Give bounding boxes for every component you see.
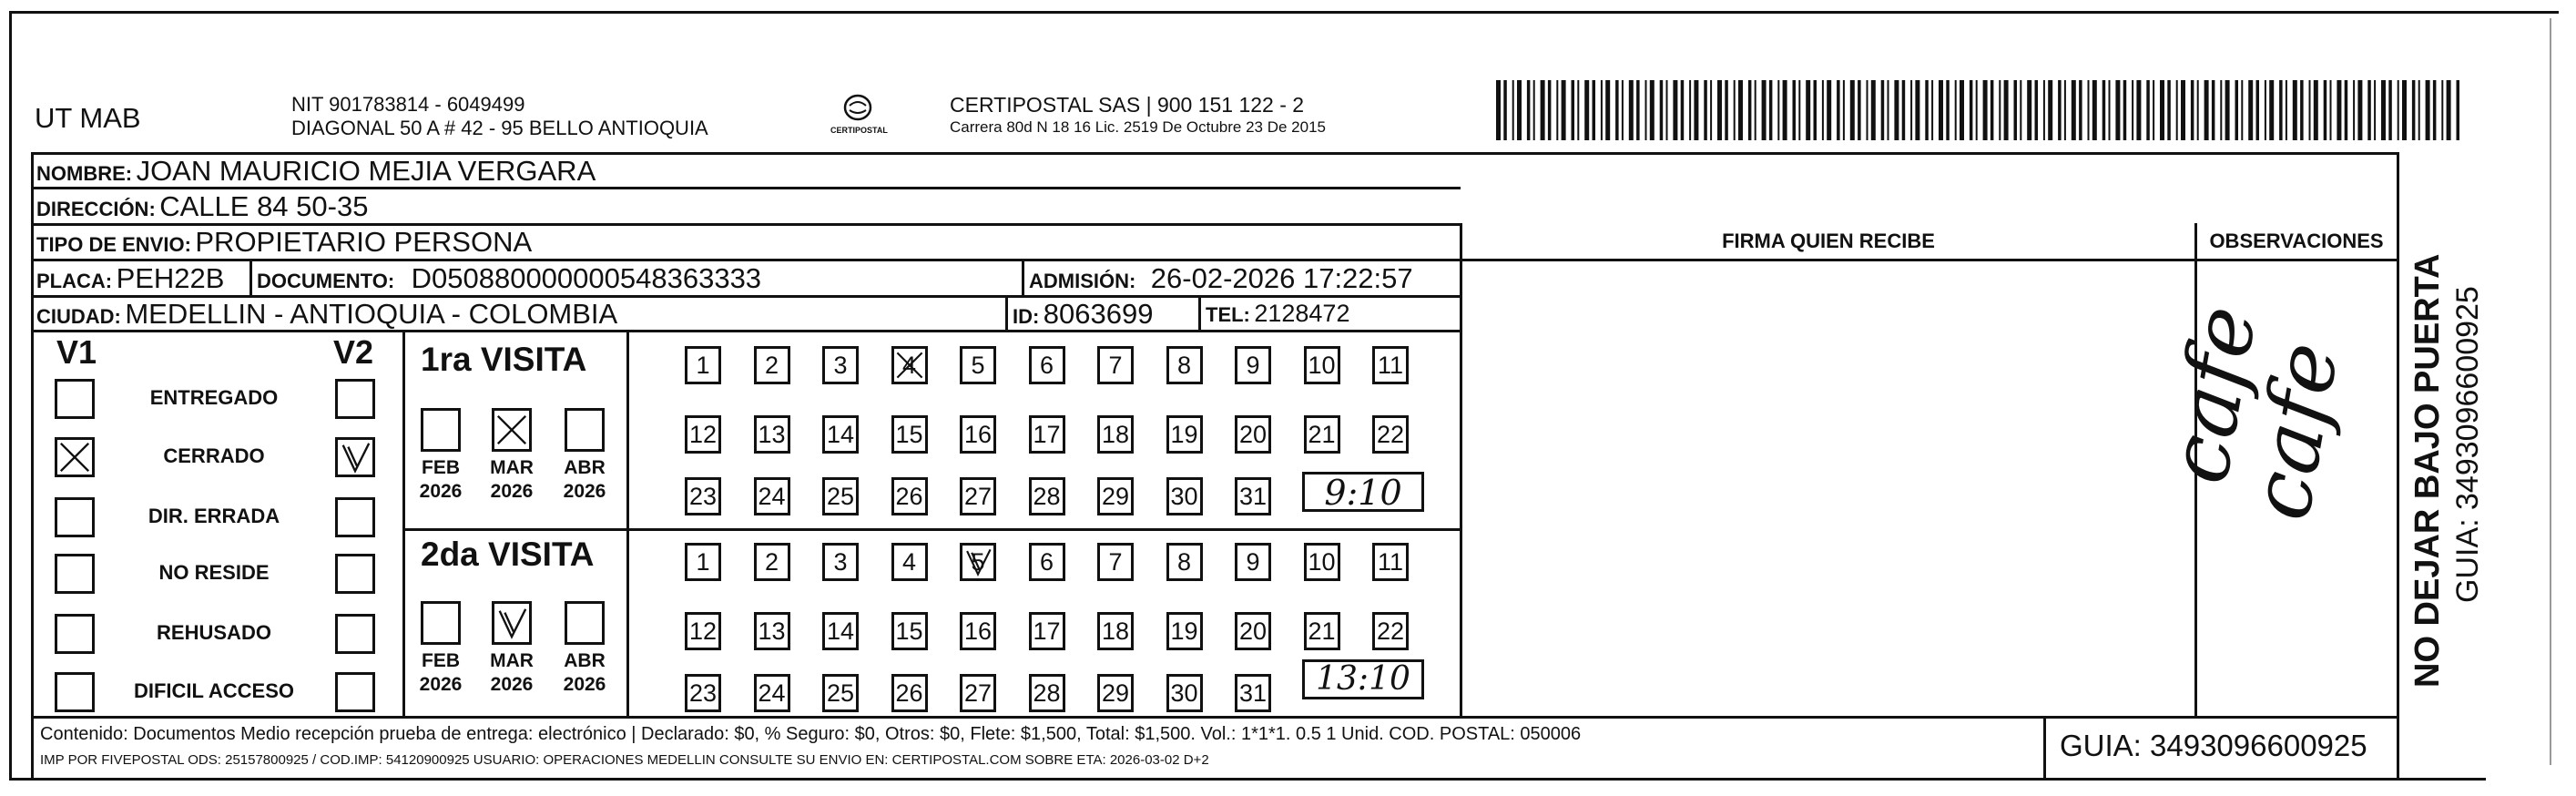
day-box[interactable]: [1235, 543, 1271, 581]
month-label: FEB: [422, 650, 460, 671]
v2-checkbox[interactable]: [335, 437, 375, 477]
admision-value: 26-02-2026 17:22:57: [1150, 262, 1413, 294]
day-number: 19: [1170, 617, 1198, 645]
day-number: 23: [688, 679, 718, 707]
month-year: 2026: [490, 674, 534, 695]
day-number: 24: [758, 679, 786, 707]
day-number: 10: [1308, 351, 1336, 379]
day-number: 20: [1238, 617, 1268, 645]
v1-checkbox[interactable]: [55, 437, 95, 477]
side-guia: GUIA: 3493096600925: [2450, 286, 2485, 603]
day-number: 18: [1101, 420, 1130, 448]
month-label: ABR: [564, 650, 606, 671]
month-year: 2026: [419, 481, 463, 502]
day-box[interactable]: [1304, 543, 1340, 581]
day-box[interactable]: [1029, 612, 1065, 650]
day-number: 3: [833, 351, 848, 379]
placa-value: PEH22B: [116, 262, 225, 294]
side-warning: NO DEJAR BAJO PUERTA: [2408, 253, 2447, 688]
day-number: 13: [758, 617, 786, 645]
day-box[interactable]: [1304, 612, 1340, 650]
v2-checkbox[interactable]: [335, 379, 375, 419]
day-box[interactable]: [1166, 415, 1203, 454]
day-box[interactable]: [685, 477, 721, 515]
day-number: 1: [696, 547, 710, 576]
day-box[interactable]: [960, 477, 996, 515]
day-number: 6: [1039, 547, 1054, 576]
visit2-title: 2da VISITA: [421, 536, 595, 573]
day-box[interactable]: [1097, 415, 1134, 454]
footer-guia: GUIA: 3493096600925: [2060, 729, 2367, 762]
day-number: 28: [1033, 679, 1061, 707]
carrier-name: CERTIPOSTAL SAS | 900 151 122 - 2: [950, 93, 1305, 117]
nombre-value: JOAN MAURICIO MEJIA VERGARA: [136, 155, 596, 187]
day-number: 1: [696, 351, 710, 379]
day-box[interactable]: [1097, 543, 1134, 581]
day-box[interactable]: [685, 543, 721, 581]
day-number: 9: [1246, 351, 1260, 379]
day-number: 8: [1176, 351, 1192, 379]
day-box[interactable]: [1097, 346, 1134, 384]
tel-value: 2128472: [1254, 300, 1350, 327]
day-box[interactable]: [960, 415, 996, 454]
day-number: 25: [826, 482, 855, 510]
v1-checkbox[interactable]: [55, 497, 95, 537]
day-box[interactable]: [822, 477, 859, 515]
day-number: 29: [1101, 679, 1130, 707]
day-box[interactable]: [1372, 612, 1409, 650]
direccion-value: CALLE 84 50-35: [159, 190, 369, 222]
v2-checkbox[interactable]: [335, 672, 375, 712]
visit2-time-box: [1302, 659, 1424, 699]
day-number: 20: [1238, 420, 1268, 448]
month-checkbox[interactable]: [421, 408, 461, 452]
ciudad-value: MEDELLIN - ANTIOQUIA - COLOMBIA: [125, 298, 618, 330]
day-number: 16: [963, 420, 993, 448]
visit1-title: 1ra VISITA: [421, 341, 587, 378]
admision-field: [1029, 262, 1413, 295]
month-year: 2026: [563, 674, 606, 695]
day-number: 2: [764, 547, 779, 576]
tel-label: TEL:: [1206, 303, 1250, 326]
day-box[interactable]: [822, 346, 859, 384]
day-number: 11: [1377, 547, 1404, 576]
documento-field: [257, 262, 761, 295]
v2-checkbox[interactable]: [335, 554, 375, 594]
certipostal-logo: [830, 91, 888, 142]
day-number: 10: [1308, 547, 1336, 576]
header: [0, 0, 1502, 155]
day-box[interactable]: [1166, 612, 1203, 650]
day-box[interactable]: [1166, 674, 1203, 712]
visit2-time: 13:10: [1316, 660, 1410, 698]
day-box[interactable]: [891, 415, 928, 454]
admision-label: ADMISIÓN:: [1029, 270, 1136, 292]
day-number: 13: [758, 420, 786, 448]
v1-checkbox[interactable]: [55, 554, 95, 594]
day-box[interactable]: [1304, 415, 1340, 454]
direccion-row: [36, 190, 368, 223]
day-number: 23: [688, 482, 718, 510]
barcode: [1496, 80, 2470, 140]
day-number: 16: [963, 617, 993, 645]
day-box[interactable]: [685, 415, 721, 454]
logo-text: CERTIPOSTAL: [830, 126, 888, 135]
day-box[interactable]: [1372, 415, 1409, 454]
id-value: 8063699: [1043, 298, 1154, 330]
ciudad-field: [36, 298, 617, 331]
day-box[interactable]: [754, 346, 790, 384]
day-box[interactable]: [1372, 346, 1409, 384]
status-label: DIFICIL ACCESO: [133, 679, 294, 702]
day-number: 11: [1377, 351, 1404, 379]
firma-header: FIRMA QUIEN RECIBE: [1722, 230, 1935, 252]
ciudad-label: CIUDAD:: [36, 305, 121, 328]
v2-checkbox[interactable]: [335, 497, 375, 537]
id-label: ID:: [1013, 305, 1040, 328]
month-year: 2026: [490, 481, 534, 502]
status-label: NO RESIDE: [158, 561, 270, 584]
day-number: 31: [1238, 482, 1268, 510]
day-number: 15: [895, 617, 923, 645]
day-number: 12: [688, 420, 718, 448]
day-number: 30: [1170, 482, 1198, 510]
day-box[interactable]: [1235, 612, 1271, 650]
tel-field: [1206, 300, 1349, 328]
day-number: 7: [1108, 547, 1123, 576]
day-box[interactable]: [960, 612, 996, 650]
day-box[interactable]: [754, 477, 790, 515]
day-number: 25: [826, 679, 855, 707]
day-box[interactable]: [822, 415, 859, 454]
day-box[interactable]: [754, 674, 790, 712]
day-number: 14: [826, 420, 855, 448]
day-number: 22: [1376, 420, 1405, 448]
day-number: 17: [1033, 420, 1061, 448]
day-box[interactable]: [1304, 346, 1340, 384]
day-box[interactable]: [891, 543, 928, 581]
month-year: 2026: [563, 481, 606, 502]
observation-2: cafe: [2231, 335, 2358, 527]
nombre-label: NOMBRE:: [36, 162, 133, 185]
day-number: 15: [895, 420, 923, 448]
visit1-time-box: [1302, 472, 1424, 512]
day-box[interactable]: [1166, 477, 1203, 515]
day-box[interactable]: [685, 674, 721, 712]
day-number: 29: [1101, 482, 1130, 510]
documento-value: D050880000000548363333: [411, 262, 762, 294]
v1-checkbox[interactable]: [55, 379, 95, 419]
right-edge-mark: [2550, 18, 2551, 765]
day-box[interactable]: [1029, 477, 1065, 515]
month-checkbox[interactable]: [565, 601, 605, 645]
day-number: 18: [1101, 617, 1130, 645]
day-number: 17: [1033, 617, 1061, 645]
day-number: 5: [971, 351, 985, 379]
day-box[interactable]: [822, 674, 859, 712]
day-box[interactable]: [754, 415, 790, 454]
month-checkbox[interactable]: [565, 408, 605, 452]
day-number: 2: [764, 351, 779, 379]
day-box[interactable]: [1166, 346, 1203, 384]
day-box[interactable]: [960, 674, 996, 712]
day-box[interactable]: [754, 612, 790, 650]
day-box[interactable]: [1166, 543, 1203, 581]
day-number: 3: [833, 547, 848, 576]
placa-label: PLACA:: [36, 270, 113, 292]
day-number: 5: [971, 547, 985, 576]
day-box[interactable]: [1029, 674, 1065, 712]
month-checkbox[interactable]: [492, 408, 532, 452]
v1-checkbox[interactable]: [55, 614, 95, 654]
day-number: 28: [1033, 482, 1061, 510]
placa-field: [36, 262, 224, 295]
day-number: 7: [1108, 351, 1123, 379]
day-number: 22: [1376, 617, 1405, 645]
day-number: 19: [1170, 420, 1198, 448]
day-number: 24: [758, 482, 786, 510]
bottom-border: [9, 778, 2486, 781]
month-label: FEB: [422, 457, 460, 478]
day-number: 21: [1308, 420, 1336, 448]
v2-header: V2: [333, 333, 374, 371]
tipo-row: [36, 226, 532, 259]
day-number: 12: [688, 617, 718, 645]
day-box[interactable]: [1097, 612, 1134, 650]
month-label: MAR: [490, 457, 534, 478]
day-number: 30: [1170, 679, 1198, 707]
footer-contenido: Contenido: Documentos Medio recepción prueba de entrega: electrónico | Declarado: $0, % Seguro: $0, Otros: $0, Flete: $1,500, Total: $1,500. Vol.: 1*1*1. 0.5 1 Unid. COD. POSTAL: 050006: [40, 724, 1582, 744]
day-box[interactable]: [1029, 346, 1065, 384]
day-box[interactable]: [891, 477, 928, 515]
day-box[interactable]: [1235, 674, 1271, 712]
status-label: CERRADO: [163, 444, 265, 467]
company-name: UT MAB: [35, 102, 141, 134]
day-box[interactable]: [891, 674, 928, 712]
nit-text: NIT 901783814 - 6049499: [291, 93, 525, 116]
visit1-time: 9:10: [1324, 473, 1402, 513]
day-box[interactable]: [891, 346, 928, 384]
month-year: 2026: [419, 674, 463, 695]
day-number: 21: [1308, 617, 1336, 645]
day-number: 6: [1039, 351, 1054, 379]
day-box[interactable]: [960, 543, 996, 581]
day-box[interactable]: [685, 612, 721, 650]
status-label: ENTREGADO: [149, 386, 279, 409]
nombre-row: [36, 155, 596, 188]
day-number: 9: [1246, 547, 1260, 576]
tipo-label: TIPO DE ENVIO:: [36, 233, 191, 256]
day-box[interactable]: [1235, 415, 1271, 454]
documento-label: DOCUMENTO:: [257, 270, 395, 292]
month-checkbox[interactable]: [492, 601, 532, 645]
footer-imp: IMP POR FIVEPOSTAL ODS: 25157800925 / COD.IMP: 54120900925 USUARIO: OPERACIONES MEDELLIN CONSULTE SU ENVIO EN: CERTIPOSTAL.COM SOBRE ETA: 2026-03-02 D+2: [40, 752, 1209, 768]
day-box[interactable]: [1097, 477, 1134, 515]
day-box[interactable]: [754, 543, 790, 581]
day-box[interactable]: [1235, 346, 1271, 384]
day-number: 26: [895, 482, 923, 510]
observation-1: cafe: [2149, 299, 2276, 491]
day-number: 14: [826, 617, 855, 645]
day-number: 4: [901, 351, 917, 379]
company-address: DIAGONAL 50 A # 42 - 95 BELLO ANTIOQUIA: [291, 117, 708, 139]
day-number: 8: [1176, 547, 1192, 576]
observaciones-header: OBSERVACIONES: [2209, 230, 2384, 252]
day-number: 26: [895, 679, 923, 707]
day-number: 27: [963, 679, 993, 707]
day-box[interactable]: [685, 346, 721, 384]
carrier-license: Carrera 80d N 18 16 Lic. 2519 De Octubre 23 De 2015: [950, 118, 1326, 136]
status-label: DIR. ERRADA: [148, 505, 280, 527]
day-box[interactable]: [1029, 415, 1065, 454]
day-number: 4: [901, 547, 917, 576]
day-box[interactable]: [960, 346, 996, 384]
day-number: 27: [963, 482, 993, 510]
tipo-value: PROPIETARIO PERSONA: [195, 226, 533, 258]
day-number: 31: [1238, 679, 1268, 707]
day-box[interactable]: [1097, 674, 1134, 712]
v1-checkbox[interactable]: [55, 672, 95, 712]
month-label: MAR: [490, 650, 534, 671]
day-box[interactable]: [1235, 477, 1271, 515]
v2-checkbox[interactable]: [335, 614, 375, 654]
v1-header: V1: [56, 333, 97, 371]
day-box[interactable]: [1029, 543, 1065, 581]
status-label: REHUSADO: [157, 621, 271, 644]
month-checkbox[interactable]: [421, 601, 461, 645]
direccion-label: DIRECCIÓN:: [36, 198, 156, 220]
day-box[interactable]: [822, 612, 859, 650]
day-box[interactable]: [1372, 543, 1409, 581]
day-box[interactable]: [822, 543, 859, 581]
day-box[interactable]: [891, 612, 928, 650]
month-label: ABR: [564, 457, 606, 478]
id-field: [1013, 298, 1153, 331]
